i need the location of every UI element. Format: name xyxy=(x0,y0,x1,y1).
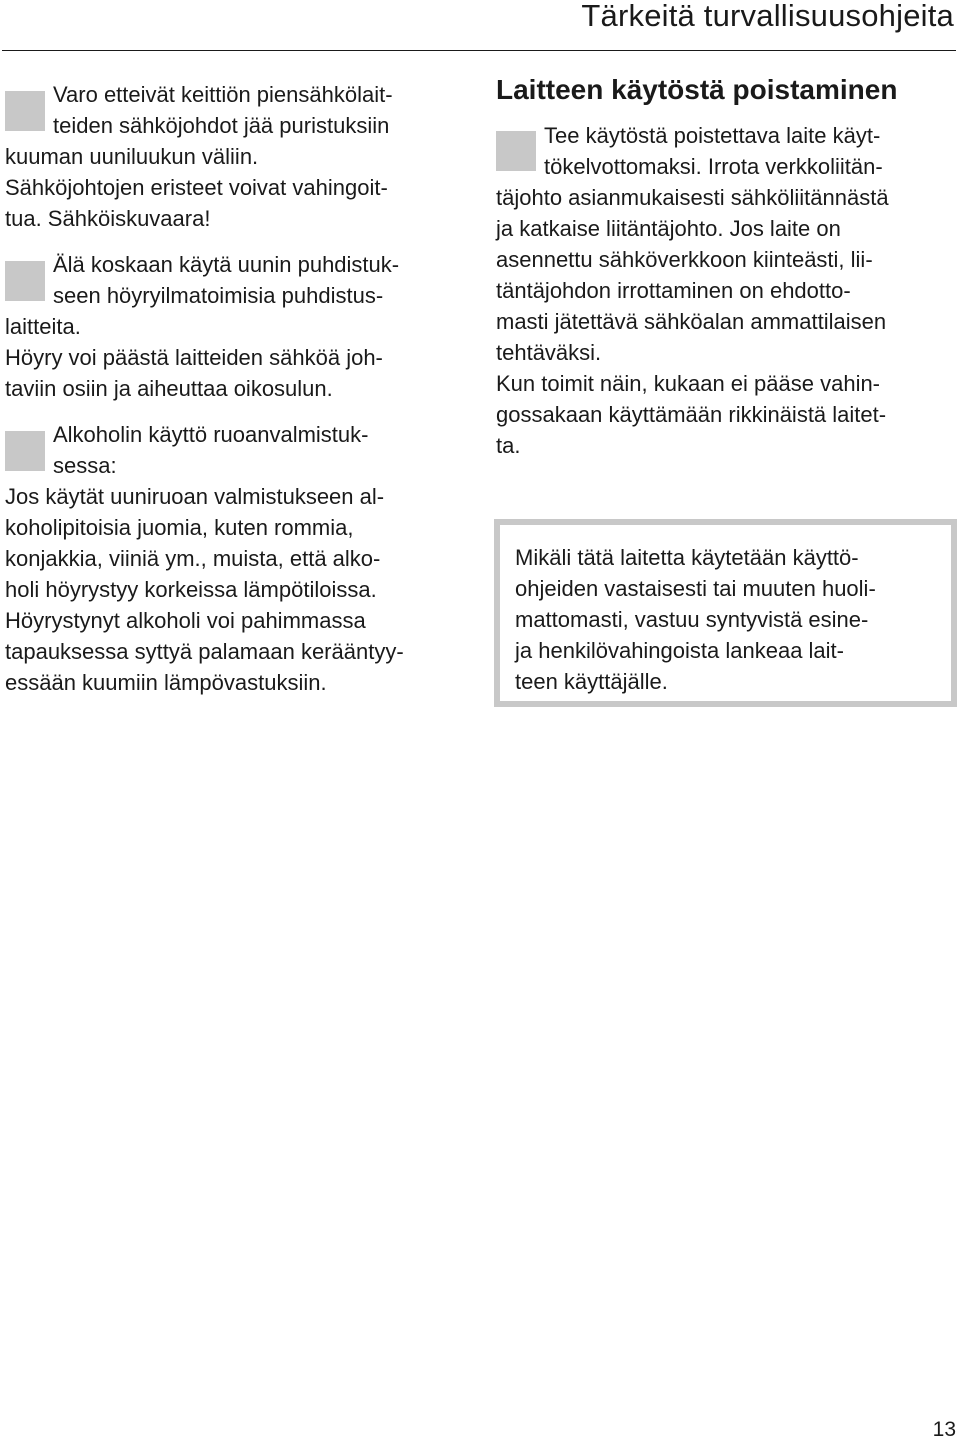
text-line: Kun toimit näin, kukaan ei pääse vahin- xyxy=(496,371,881,396)
text-line: teen käyttäjälle. xyxy=(515,669,668,694)
text-line: essään kuumiin lämpövastuksiin. xyxy=(5,670,327,695)
right-column xyxy=(496,72,956,461)
text-line: Tee käytöstä poistettava laite käyt- xyxy=(544,123,881,148)
text-line: masti jätettävä sähköalan ammattilaisen xyxy=(496,309,887,334)
text-line: ohjeiden vastaisesti tai muuten huoli- xyxy=(515,576,876,601)
page-title: Tärkeitä turvallisuusohjeita xyxy=(581,0,954,33)
text-line: Mikäli tätä laitetta käytetään käyttö- xyxy=(515,545,859,570)
text-line: taviin osiin ja aiheuttaa oikosulun. xyxy=(5,376,333,401)
bullet-square-icon xyxy=(496,131,536,171)
bullet-square-icon xyxy=(5,431,45,471)
liability-notice-box xyxy=(494,519,957,707)
text-line: tökelvottomaksi. Irrota verkkoliitän- xyxy=(544,154,883,179)
section-heading: Laitteen käytöstä poistaminen xyxy=(496,74,898,105)
header-divider xyxy=(2,50,956,51)
text-line: sessa: xyxy=(53,453,117,478)
text-line: Varo etteivät keittiön piensähkölait- xyxy=(53,82,393,107)
notice-text xyxy=(515,542,876,697)
text-line: Höyrystynyt alkoholi voi pahimmassa xyxy=(5,608,366,633)
page-number: 13 xyxy=(932,1418,956,1441)
bullet-square-icon xyxy=(5,261,45,301)
text-line: täjohto asianmukaisesti sähköliitännästä xyxy=(496,185,889,210)
text-line: ja katkaise liitäntäjohto. Jos laite on xyxy=(496,216,841,241)
text-line: mattomasti, vastuu syntyvistä esine- xyxy=(515,607,869,632)
text-line: konjakkia, viiniä ym., muista, että alko- xyxy=(5,546,381,571)
text-line: seen höyryilmatoimisia puhdistus- xyxy=(53,283,384,308)
text-line: Alkoholin käyttö ruoanvalmistuk- xyxy=(53,422,369,447)
text-line: laitteita. xyxy=(5,314,81,339)
text-line: ja henkilövahingoista lankeaa lait- xyxy=(515,638,844,663)
text-line: gossakaan käyttämään rikkinäistä laitet- xyxy=(496,402,887,427)
text-line: Jos käytät uuniruoan valmistukseen al- xyxy=(5,484,385,509)
text-line: tapauksessa syttyä palamaan kerääntyy- xyxy=(5,639,404,664)
safety-item-steam-cleaner xyxy=(5,249,465,404)
bullet-square-icon xyxy=(5,91,45,131)
text-line: asennettu sähköverkkoon kiinteästi, lii- xyxy=(496,247,873,272)
text-line: Älä koskaan käytä uunin puhdistuk- xyxy=(53,252,400,277)
safety-item-alcohol xyxy=(5,419,465,698)
text-line: tehtäväksi. xyxy=(496,340,602,365)
safety-item-cords xyxy=(5,79,465,234)
text-line: Höyry voi päästä laitteiden sähköä joh- xyxy=(5,345,383,370)
left-column xyxy=(5,79,465,698)
text-line: teiden sähköjohdot jää puristuksiin xyxy=(53,113,390,138)
text-line: tua. Sähköiskuvaara! xyxy=(5,206,211,231)
text-line: holi höyrystyy korkeissa lämpötiloissa. xyxy=(5,577,377,602)
text-line: täntäjohdon irrottaminen on ehdotto- xyxy=(496,278,851,303)
text-line: Sähköjohtojen eristeet voivat vahingoit- xyxy=(5,175,388,200)
text-line: koholipitoisia juomia, kuten rommia, xyxy=(5,515,354,540)
text-line: kuuman uuniluukun väliin. xyxy=(5,144,259,169)
text-line: ta. xyxy=(496,433,521,458)
decommission-item xyxy=(496,120,956,461)
